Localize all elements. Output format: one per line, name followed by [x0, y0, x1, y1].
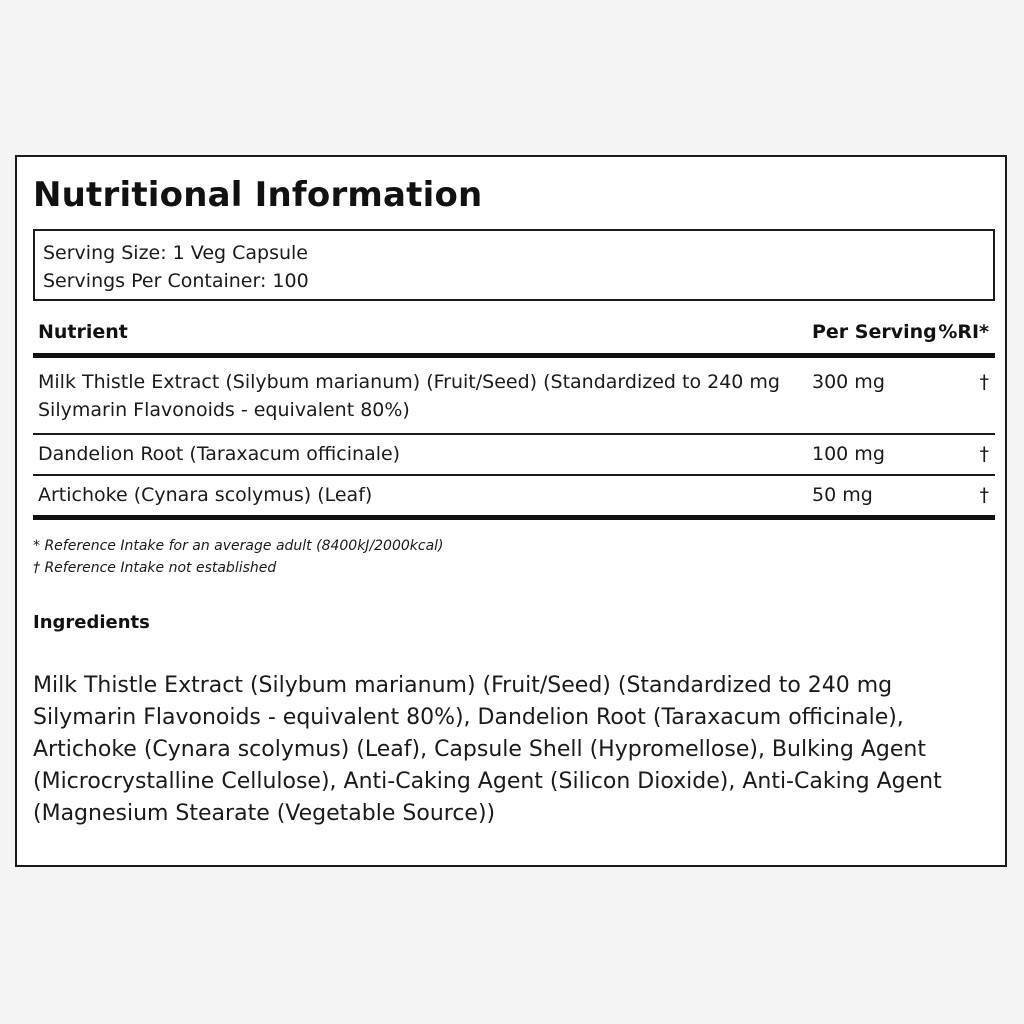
header-nutrient: Nutrient — [38, 321, 128, 343]
ingredients-heading: Ingredients — [33, 612, 150, 633]
serving-size: Serving Size: 1 Veg Capsule — [43, 242, 308, 264]
table-header-row — [33, 317, 995, 358]
table-row — [33, 435, 995, 476]
panel-title: Nutritional Information — [33, 175, 483, 215]
row-nutrient: Artichoke (Cynara scolymus) (Leaf) — [38, 484, 373, 506]
nutrient-table — [33, 317, 995, 520]
ingredients-text: Milk Thistle Extract (Silybum marianum) (Fruit/Seed) (Standardized to 240 mg Silymarin Flavonoids - equivalent 80%), Dandelion Root (Taraxacum officinale), Artichoke (Cynara scolymus) (Leaf), Capsule Shell (Hypromellose), Bulking Agent (Microcrystalline Cellulose), Anti-Caking Agent (Silicon Dioxide), Anti-Caking Agent (Magnesium Stearate (Vegetable Source)) — [33, 673, 942, 826]
nutrition-panel — [15, 155, 1007, 867]
row-nutrient: Dandelion Root (Taraxacum officinale) — [38, 443, 401, 465]
row-per-serving: 50 mg — [812, 484, 873, 506]
row-per-serving: 100 mg — [812, 443, 885, 465]
table-row — [33, 358, 995, 435]
serving-info-box — [33, 229, 995, 301]
row-ri: † — [979, 484, 989, 506]
header-per-serving: Per Serving — [812, 321, 937, 343]
row-ri: † — [979, 371, 989, 393]
footnotes — [33, 535, 444, 579]
table-row — [33, 476, 995, 520]
servings-per-container: Servings Per Container: 100 — [43, 270, 309, 292]
row-ri: † — [979, 443, 989, 465]
header-ri: %RI* — [938, 321, 989, 343]
row-per-serving: 300 mg — [812, 371, 885, 393]
footnote-not-established: † Reference Intake not established — [33, 560, 277, 576]
footnote-reference-intake: * Reference Intake for an average adult (8400kJ/2000kcal) — [33, 538, 444, 554]
row-nutrient: Milk Thistle Extract (Silybum marianum) (Fruit/Seed) (Standardized to 240 mg Silymarin Flavonoids - equivalent 80%) — [38, 371, 780, 421]
